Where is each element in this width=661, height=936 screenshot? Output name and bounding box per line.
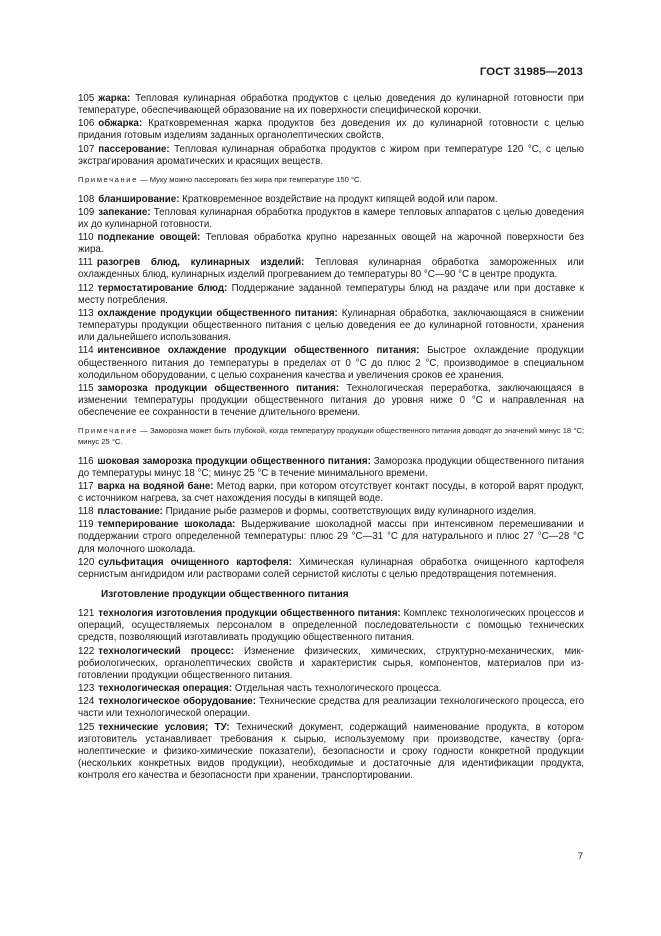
entry-term: бланширование: (98, 193, 180, 205)
entry-term: охлаждение продукции общественного питания: (97, 307, 338, 319)
entry-definition: Тепловая кулинарная обработка замороженных или охлажденных блюд, кулинарных изделий прогреванием до температуры 80 °С—90 °С в центре продукта. (78, 257, 584, 281)
entry-definition: Быстрое охлаждение продукции общественного питания до температуры в пределах от 0 °С до плюс 2 °С, производимое в специальном холодильном оборудовании, с целью сохранения качества и увеличения сроков ее хранения. (78, 345, 584, 381)
entry-number: 115 (78, 382, 94, 394)
term-entry-122 (78, 646, 584, 682)
term-entry-109 (78, 207, 584, 231)
entry-definition: Придание рыбе размеров и формы, соответствующих виду кулинарного изделия. (165, 506, 537, 518)
note-text: — Заморозка может быть глубокой, когда температуру продукции общественного питания доводят до значений минус 18 °С; минус 25 °С. (78, 426, 584, 446)
entry-definition: Выдерживание шоколадной массы при интенсивном перемешивании и поддержании строго определенной температуры: плюс 29 °С—31 °С для натурального и плюс 27 °С—28 °С для молочного шоколада. (78, 519, 584, 555)
entry-term: технические условия; ТУ: (98, 721, 230, 733)
term-group-105-107 (78, 93, 584, 168)
term-entry-120 (78, 557, 584, 581)
term-group-116-120 (78, 456, 584, 582)
entry-definition: Изменение физических, химических, структурно-механических, микробиологических, органолептических свойств и характеристик сырья, компонентов, материалов при изготовлении продукции общественного питания. (78, 645, 584, 681)
entry-number: 105 (78, 93, 95, 104)
entry-number: 107 (78, 143, 95, 155)
entry-number: 121 (78, 608, 95, 620)
entry-term: пассерование: (98, 143, 170, 155)
entry-number: 125 (78, 721, 95, 733)
term-entry-110 (78, 232, 584, 256)
entry-number: 118 (78, 506, 94, 518)
document-body (78, 93, 584, 783)
entry-number: 119 (78, 519, 94, 531)
entry-definition: Тепловая кулинарная обработка продуктов с жиром при температуре 120 °С, с целью экстрагирования ароматических и красящих веществ. (78, 143, 584, 167)
entry-definition: Технологическая переработка, заключающаяся в изменении температуры продукции общественного питания до уровня ниже 0 °С и направленная на обеспечение ее сохранности в течение длительного времени. (78, 382, 584, 419)
page-number: 7 (577, 851, 583, 862)
entry-term: жарка: (98, 93, 131, 104)
entry-term: технология изготовления продукции общественного питания: (98, 608, 401, 620)
entry-term: сульфитация очищенного картофеля: (98, 556, 292, 568)
term-entry-114 (78, 345, 584, 381)
entry-definition: Отдельная часть технологического процесса. (234, 683, 442, 695)
term-entry-125 (78, 722, 584, 783)
entry-definition: Технический документ, содержащий наименование продукта, в котором изготовитель устанавливает требования к сырью, используемому при производстве, качеству (органолептические и физико-химические показатели), безопасности и сроку годности конкретной продукции (нескольких конкретных видов продукции), необходимые и достаточные для идентификации продукта, контроля его качества и безопасности при хранении, транспортировании. (78, 721, 584, 782)
note-label: Примечание (78, 174, 138, 184)
entry-number: 110 (78, 232, 94, 243)
term-entry-105 (78, 93, 584, 117)
entry-number: 113 (78, 307, 94, 319)
term-group-121-125 (78, 608, 584, 782)
entry-definition: Кулинарная обработка, заключающаяся в снижении температуры продукции общественного питания с целью доведения ее до кулинарной готовности, хранения или дальнейшего использования. (78, 307, 584, 344)
entry-term: шоковая заморозка продукции общественного питания: (97, 455, 371, 467)
standard-number: ГОСТ 31985—2013 (479, 66, 583, 78)
entry-number: 122 (78, 645, 95, 657)
entry-term: заморозка продукции общественного питания: (97, 382, 340, 394)
entry-definition: Тепловая кулинарная обработка продуктов в камере тепловых аппаратов с целью доведения их до кулинарной готовности. (78, 206, 584, 230)
term-group-108-115 (78, 194, 584, 420)
entry-number: 120 (78, 556, 95, 568)
entry-definition: Поддержание заданной температуры блюд на раздаче или при доставке к месту потребления. (78, 282, 584, 306)
entry-definition: Кратковременная жарка продуктов без доведения их до кулинарной готовности с целью придания готовым изделиям заданных органолептических свойств. (78, 118, 584, 142)
term-entry-106 (78, 118, 584, 142)
term-entry-111 (78, 257, 584, 281)
term-entry-116 (78, 456, 584, 480)
entry-definition: Кратковременное воздействие на продукт кипящей водой или паром. (182, 193, 498, 205)
entry-definition: Технические средства для реализации технологического процесса, его части или технологической операции. (78, 696, 584, 720)
note-label: Примечание (78, 426, 138, 436)
term-entry-113 (78, 308, 584, 344)
note-zamorozka (78, 426, 584, 447)
term-entry-119 (78, 519, 584, 555)
entry-definition: Комплекс технологических процессов и операций, осуществляемых персоналом в определенной последовательности с помощью технических средств, позволяющий изготавливать продукцию общественного питания. (78, 608, 584, 644)
entry-number: 123 (78, 683, 95, 695)
entry-definition: Заморозка продукции общественного питания до температуры минус 18 °С; минус 25 °С в течение минимального времени. (78, 455, 585, 479)
term-entry-121 (78, 608, 584, 644)
entry-definition: Метод варки, при котором отсутствует контакт посуды, в которой варят продукт, с источником нагрева, за счет нахождения посуды в кипящей воде. (78, 480, 584, 504)
entry-number: 109 (78, 206, 95, 218)
term-entry-123 (78, 683, 584, 695)
note-text: — Муку можно пассеровать без жира при температуре 150 °С. (137, 174, 362, 184)
entry-term: технологический процесс: (98, 645, 234, 657)
entry-term: темперирование шоколада: (97, 519, 236, 531)
entry-term: подпекание овощей: (97, 232, 201, 243)
entry-term: интенсивное охлаждение продукции общественного питания: (97, 345, 420, 357)
entry-number: 116 (78, 455, 94, 467)
entry-term: обжарка: (98, 118, 143, 130)
entry-number: 112 (78, 282, 94, 294)
term-entry-107 (78, 144, 584, 168)
entry-number: 117 (78, 480, 94, 492)
section-title: Изготовление продукции общественного питания (101, 589, 349, 601)
term-entry-115 (78, 383, 584, 419)
entry-term: разогрев блюд, кулинарных изделий: (96, 257, 305, 269)
term-entry-124 (78, 696, 584, 720)
entry-term: термостатирование блюд: (97, 282, 228, 294)
entry-term: варка на водяной бане: (97, 480, 214, 492)
term-entry-118 (78, 506, 584, 518)
entry-number: 106 (78, 118, 95, 130)
note-passerovanie (78, 175, 584, 186)
entry-number: 111 (78, 257, 93, 269)
entry-term: пластование: (97, 506, 163, 518)
entry-term: технологическое оборудование: (98, 696, 256, 708)
entry-definition: Химическая кулинарная обработка очищенного картофеля сернистым ангидридом или растворами солей сернистой кислоты с целью предотвращения потемнения. (78, 556, 585, 580)
entry-number: 108 (78, 193, 95, 205)
entry-definition: Тепловая обработка крупно нарезанных овощей на жарочной поверхности без жира. (78, 232, 584, 256)
entry-number: 124 (78, 696, 95, 708)
entry-term: запекание: (98, 206, 151, 218)
entry-number: 114 (78, 345, 94, 357)
term-entry-117 (78, 481, 584, 505)
entry-definition: Тепловая кулинарная обработка продуктов с целью доведения до кулинарной готовности при температуре, обеспечивающей образование на их поверхности специфической корочки. (78, 93, 584, 117)
term-entry-108 (78, 194, 584, 206)
entry-term: технологическая операция: (98, 683, 233, 695)
term-entry-112 (78, 283, 584, 307)
